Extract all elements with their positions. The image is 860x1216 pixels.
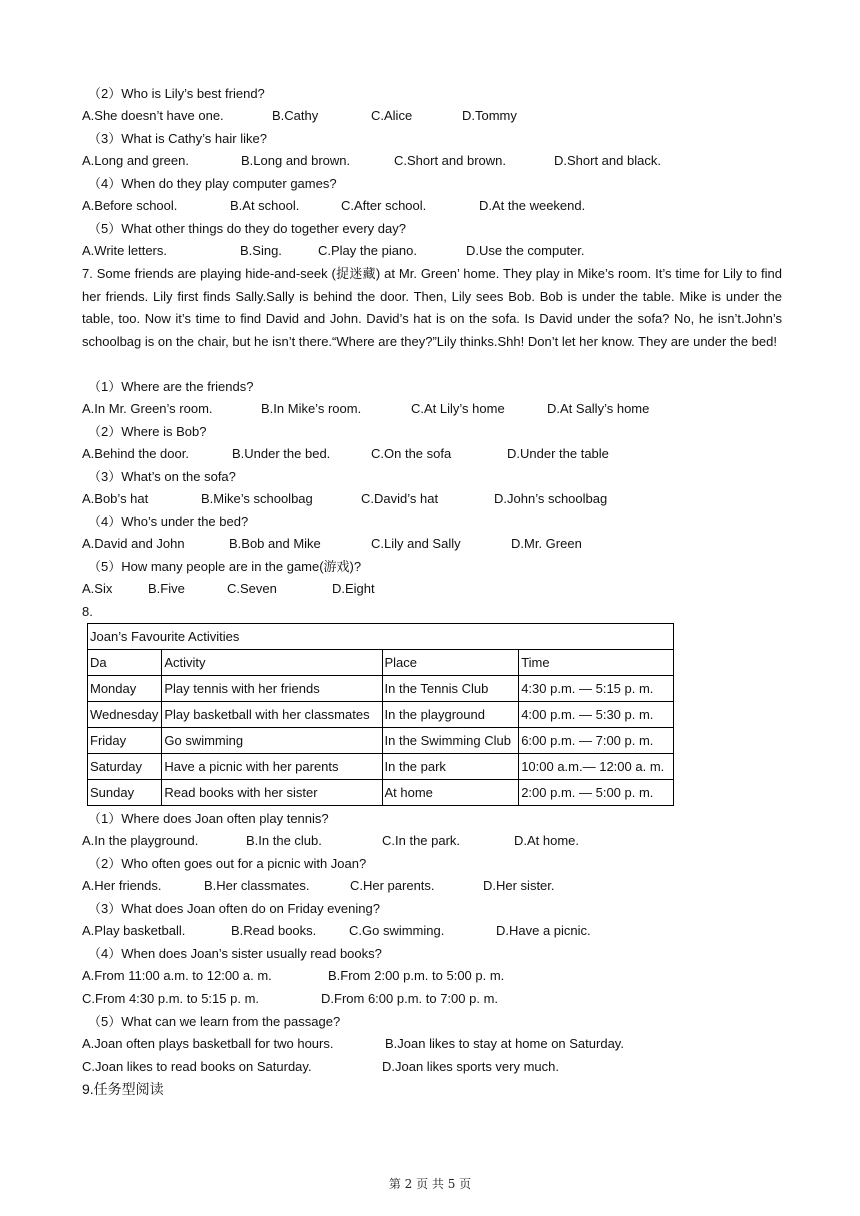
- question-7-4: （4）Who’s under the bed?: [88, 514, 249, 529]
- header-time: Time: [519, 650, 674, 676]
- option-a: A.Play basketball.: [82, 923, 186, 938]
- option-d: D.At the weekend.: [479, 198, 586, 213]
- option-b: B.Sing.: [240, 243, 282, 258]
- question-8-4: （4）When does Joan’s sister usually read books?: [88, 946, 382, 961]
- option-b: B.At school.: [230, 198, 300, 213]
- cell-activity: Go swimming: [162, 728, 382, 754]
- option-c: C.Alice: [371, 108, 413, 123]
- option-d: D.From 6:00 p.m. to 7:00 p. m.: [321, 991, 499, 1006]
- option-b: B.Joan likes to stay at home on Saturday.: [385, 1036, 624, 1051]
- option-d: D.Under the table: [507, 446, 609, 461]
- option-c: C.After school.: [341, 198, 427, 213]
- question-7-5: （5）How many people are in the game(游戏)?: [88, 559, 362, 574]
- option-c: C.On the sofa: [371, 446, 452, 461]
- question-8-2: （2）Who often goes out for a picnic with Joan?: [88, 856, 367, 871]
- option-a: A.Her friends.: [82, 878, 162, 893]
- cell-time: 4:30 p.m. — 5:15 p. m.: [519, 676, 674, 702]
- cell-time: 6:00 p.m. — 7:00 p. m.: [519, 728, 674, 754]
- cell-place: In the playground: [382, 702, 519, 728]
- option-a: A.Write letters.: [82, 243, 168, 258]
- option-a: A.Long and green.: [82, 153, 189, 168]
- cell-activity: Have a picnic with her parents: [162, 754, 382, 780]
- option-d: D.Joan likes sports very much.: [382, 1059, 560, 1074]
- option-b: B.In the club.: [246, 833, 322, 848]
- question-6-4: （4）When do they play computer games?: [88, 176, 337, 191]
- section-8-number: 8.: [82, 604, 93, 619]
- option-c: C.Joan likes to read books on Saturday.: [82, 1059, 312, 1074]
- option-d: D.Have a picnic.: [496, 923, 591, 938]
- table-row: [88, 728, 674, 754]
- table-row: [88, 676, 674, 702]
- question-7-1: （1）Where are the friends?: [88, 379, 254, 394]
- cell-day: Friday: [88, 728, 162, 754]
- question-8-1: （1）Where does Joan often play tennis?: [88, 811, 329, 826]
- cell-time: 2:00 p.m. — 5:00 p. m.: [519, 780, 674, 806]
- option-b: B.Long and brown.: [241, 153, 351, 168]
- cell-activity: Play basketball with her classmates: [162, 702, 382, 728]
- option-a: A.Joan often plays basketball for two hours.: [82, 1036, 334, 1051]
- cell-activity: Read books with her sister: [162, 780, 382, 806]
- header-day: Da: [88, 650, 162, 676]
- cell-place: In the Swimming Club: [382, 728, 519, 754]
- option-a: A.In Mr. Green’s room.: [82, 401, 213, 416]
- option-d: D.Short and black.: [554, 153, 661, 168]
- table-row: [88, 780, 674, 806]
- option-b: B.Bob and Mike: [229, 536, 321, 551]
- question-8-3: （3）What does Joan often do on Friday evening?: [88, 901, 380, 916]
- option-a: A.From 11:00 a.m. to 12:00 a. m.: [82, 968, 272, 983]
- option-a: A.In the playground.: [82, 833, 199, 848]
- question-8-5: （5）What can we learn from the passage?: [88, 1014, 341, 1029]
- cell-place: In the Tennis Club: [382, 676, 519, 702]
- option-b: B.Her classmates.: [204, 878, 310, 893]
- section-9-heading: 9.任务型阅读: [82, 1081, 164, 1097]
- table-row: [88, 754, 674, 780]
- cell-day: Monday: [88, 676, 162, 702]
- header-place: Place: [382, 650, 519, 676]
- option-c: C.At Lily’s home: [411, 401, 505, 416]
- option-c: C.Seven: [227, 581, 277, 596]
- question-6-5: （5）What other things do they do together every day?: [88, 221, 406, 236]
- option-a: A.Bob’s hat: [82, 491, 149, 506]
- option-a: A.Six: [82, 581, 113, 596]
- option-c: C.Her parents.: [350, 878, 435, 893]
- option-b: B.Cathy: [272, 108, 319, 123]
- table-title: Joan’s Favourite Activities: [88, 624, 674, 650]
- option-c: C.Go swimming.: [349, 923, 445, 938]
- option-d: D.Tommy: [462, 108, 517, 123]
- table-row: [88, 702, 674, 728]
- header-activity: Activity: [162, 650, 382, 676]
- option-d: D.Her sister.: [483, 878, 555, 893]
- option-a: A.David and John: [82, 536, 185, 551]
- question-7-3: （3）What’s on the sofa?: [88, 469, 236, 484]
- question-7-2: （2）Where is Bob?: [88, 424, 207, 439]
- cell-day: Wednesday: [88, 702, 162, 728]
- option-a: A.Behind the door.: [82, 446, 189, 461]
- option-b: B.Read books.: [231, 923, 317, 938]
- option-b: B.Five: [148, 581, 185, 596]
- option-b: B.From 2:00 p.m. to 5:00 p. m.: [328, 968, 505, 983]
- cell-time: 10:00 a.m.— 12:00 a. m.: [519, 754, 674, 780]
- table-title-row: [88, 624, 674, 650]
- option-c: C.David’s hat: [361, 491, 439, 506]
- activities-table: [87, 623, 674, 806]
- table-header-row: [88, 650, 674, 676]
- option-a: A.She doesn’t have one.: [82, 108, 224, 123]
- option-a: A.Before school.: [82, 198, 178, 213]
- option-d: D.Eight: [332, 581, 375, 596]
- passage-7: 7. Some friends are playing hide-and-seek (捉迷藏) at Mr. Green’ home. They play in Mike’s room. It’s time for Lily to find her friends. Lily first finds Sally.Sally is behind the door. Then, Lily sees Bob. Bob is under the table. Mike is under the table, too. Now it’s time to find David and John. David’s hat is on the sofa. Is David under the sofa? No, he isn’t.John’s schoolbag is on the chair, but he isn’t there.“Where are they?”Lily thinks.Shh! Don’t let her know. They are under the bed!: [82, 266, 782, 349]
- cell-place: At home: [382, 780, 519, 806]
- option-b: B.Mike’s schoolbag: [201, 491, 313, 506]
- option-d: D.Mr. Green: [511, 536, 582, 551]
- option-b: B.Under the bed.: [232, 446, 331, 461]
- option-c: C.From 4:30 p.m. to 5:15 p. m.: [82, 991, 260, 1006]
- option-d: D.Use the computer.: [466, 243, 585, 258]
- option-c: C.In the park.: [382, 833, 461, 848]
- cell-activity: Play tennis with her friends: [162, 676, 382, 702]
- question-6-3: （3）What is Cathy’s hair like?: [88, 131, 267, 146]
- option-d: D.At home.: [514, 833, 580, 848]
- option-d: D.John’s schoolbag: [494, 491, 608, 506]
- question-6-2: （2）Who is Lily’s best friend?: [88, 86, 265, 101]
- option-c: C.Lily and Sally: [371, 536, 461, 551]
- page-footer: 第 2 页 共 5 页: [388, 1177, 472, 1191]
- cell-day: Saturday: [88, 754, 162, 780]
- option-d: D.At Sally’s home: [547, 401, 650, 416]
- cell-day: Sunday: [88, 780, 162, 806]
- option-b: B.In Mike’s room.: [261, 401, 362, 416]
- cell-place: In the park: [382, 754, 519, 780]
- cell-time: 4:00 p.m. — 5:30 p. m.: [519, 702, 674, 728]
- option-c: C.Short and brown.: [394, 153, 507, 168]
- option-c: C.Play the piano.: [318, 243, 418, 258]
